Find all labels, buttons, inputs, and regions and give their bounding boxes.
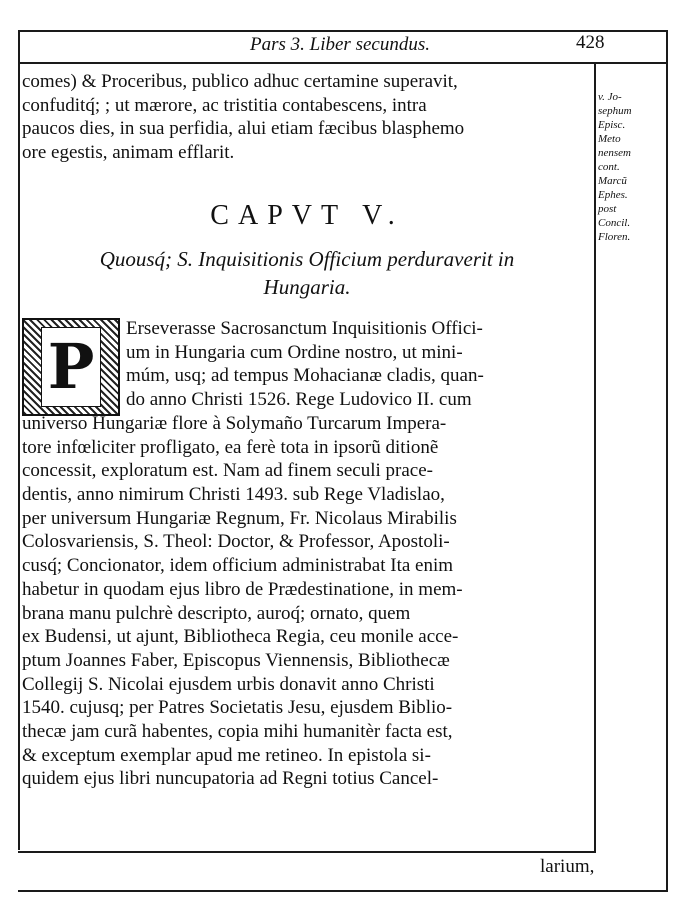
margin-note-line: Marcũ (598, 175, 627, 187)
text-line: Erseverasse Sacrosanctum Inquisitionis Offici- (126, 318, 483, 339)
margin-note-line: sephum (598, 105, 632, 117)
chapter-subtitle (22, 245, 592, 301)
text-line: & exceptum exemplar apud me retineo. In epistola si- (22, 744, 431, 766)
text-line: um in Hungaria cum Ordine nostro, ut mini- (126, 341, 463, 363)
chapter-paragraph-indented (126, 317, 592, 412)
bottom-border-rule (18, 890, 668, 892)
text-line: 1540. cujusq; per Patres Societatis Jesu, ejusdem Biblio- (22, 697, 453, 719)
text-line: tore infœliciter profligato, ea ferè tota in ipsorũ ditionẽ (22, 436, 439, 458)
header-rule (18, 62, 668, 64)
margin-note-line: post (598, 203, 617, 215)
margin-note-line: Meto (598, 133, 621, 145)
margin-note-line: Episc. (598, 119, 626, 131)
text-line: concessit, exploratum est. Nam ad finem seculi prace- (22, 460, 433, 482)
text-line: ex Budensi, ut ajunt, Bibliotheca Regia, ceu monile acce- (22, 626, 459, 648)
text-line: paucos dies, in sua perfidia, alui etiam fæcibus blasphemo (22, 118, 465, 140)
text-line: quidem ejus libri nuncupatoria ad Regni totius Cancel- (22, 768, 439, 790)
margin-note-line: cont. (598, 161, 620, 173)
left-border-rule (18, 30, 20, 850)
opening-paragraph (22, 70, 592, 165)
margin-note-line: v. Jo- (598, 91, 622, 103)
top-border-rule (18, 30, 668, 32)
marginal-note (598, 90, 664, 244)
text-line: thecæ jam curã habentes, copia mihi humanitèr facta est, (22, 720, 453, 742)
text-line: comes) & Proceribus, publico adhuc certamine superavit, (22, 71, 458, 92)
margin-note-line: Ephes. (598, 189, 628, 201)
catchword: larium, (540, 856, 595, 877)
text-line: ore egestis, animam efflarit. (22, 142, 235, 164)
text-line: per universum Hungariæ Regnum, Fr. Nicolaus Mirabilis (22, 507, 457, 529)
text-line: dentis, anno nimirum Christi 1493. sub Rege Vladislao, (22, 484, 445, 506)
margin-note-line: Floren. (598, 231, 631, 243)
text-line: Collegij S. Nicolai ejusdem urbis donavit anno Christi (22, 673, 435, 695)
text-line: Colosvariensis, S. Theol: Doctor, & Professor, Apostoli- (22, 531, 450, 553)
text-line: ptum Joannes Faber, Episcopus Viennensis, Bibliothecæ (22, 649, 450, 671)
text-block-bottom-rule (18, 851, 596, 853)
page-number: 428 (576, 32, 605, 53)
text-line: do anno Christi 1526. Rege Ludovico II. cum (126, 389, 472, 411)
initial-letter: P (41, 327, 102, 407)
margin-note-line: Concil. (598, 217, 631, 229)
chapter-paragraph-body (22, 412, 592, 791)
margin-column-rule (594, 64, 596, 852)
ornamental-initial (22, 318, 120, 416)
running-head: Pars 3. Liber secundus. (250, 34, 430, 55)
right-border-rule (666, 30, 668, 892)
text-line: múm, usq; ad tempus Mohacianæ cladis, quan- (126, 365, 484, 387)
text-line: cusq́; Concionator, idem officium administrabat Ita enim (22, 555, 454, 577)
text-line: confuditq́; ; ut mærore, ac tristitia contabescens, intra (22, 94, 427, 116)
chapter-title: CAPVT V. (210, 200, 404, 231)
chapter-subtitle-line: Quousq́; S. Inquisitionis Officium perduraverit in (99, 247, 515, 271)
text-line: brana manu pulchrè descripto, auroq́; ornato, quem (22, 602, 411, 624)
chapter-subtitle-line: Hungaria. (263, 275, 351, 299)
text-line: habetur in quodam ejus libro de Prædestinatione, in mem- (22, 578, 463, 600)
text-line: universo Hungariæ flore à Solymaño Turcarum Impera- (22, 413, 447, 434)
margin-note-line: nensem (598, 147, 631, 159)
